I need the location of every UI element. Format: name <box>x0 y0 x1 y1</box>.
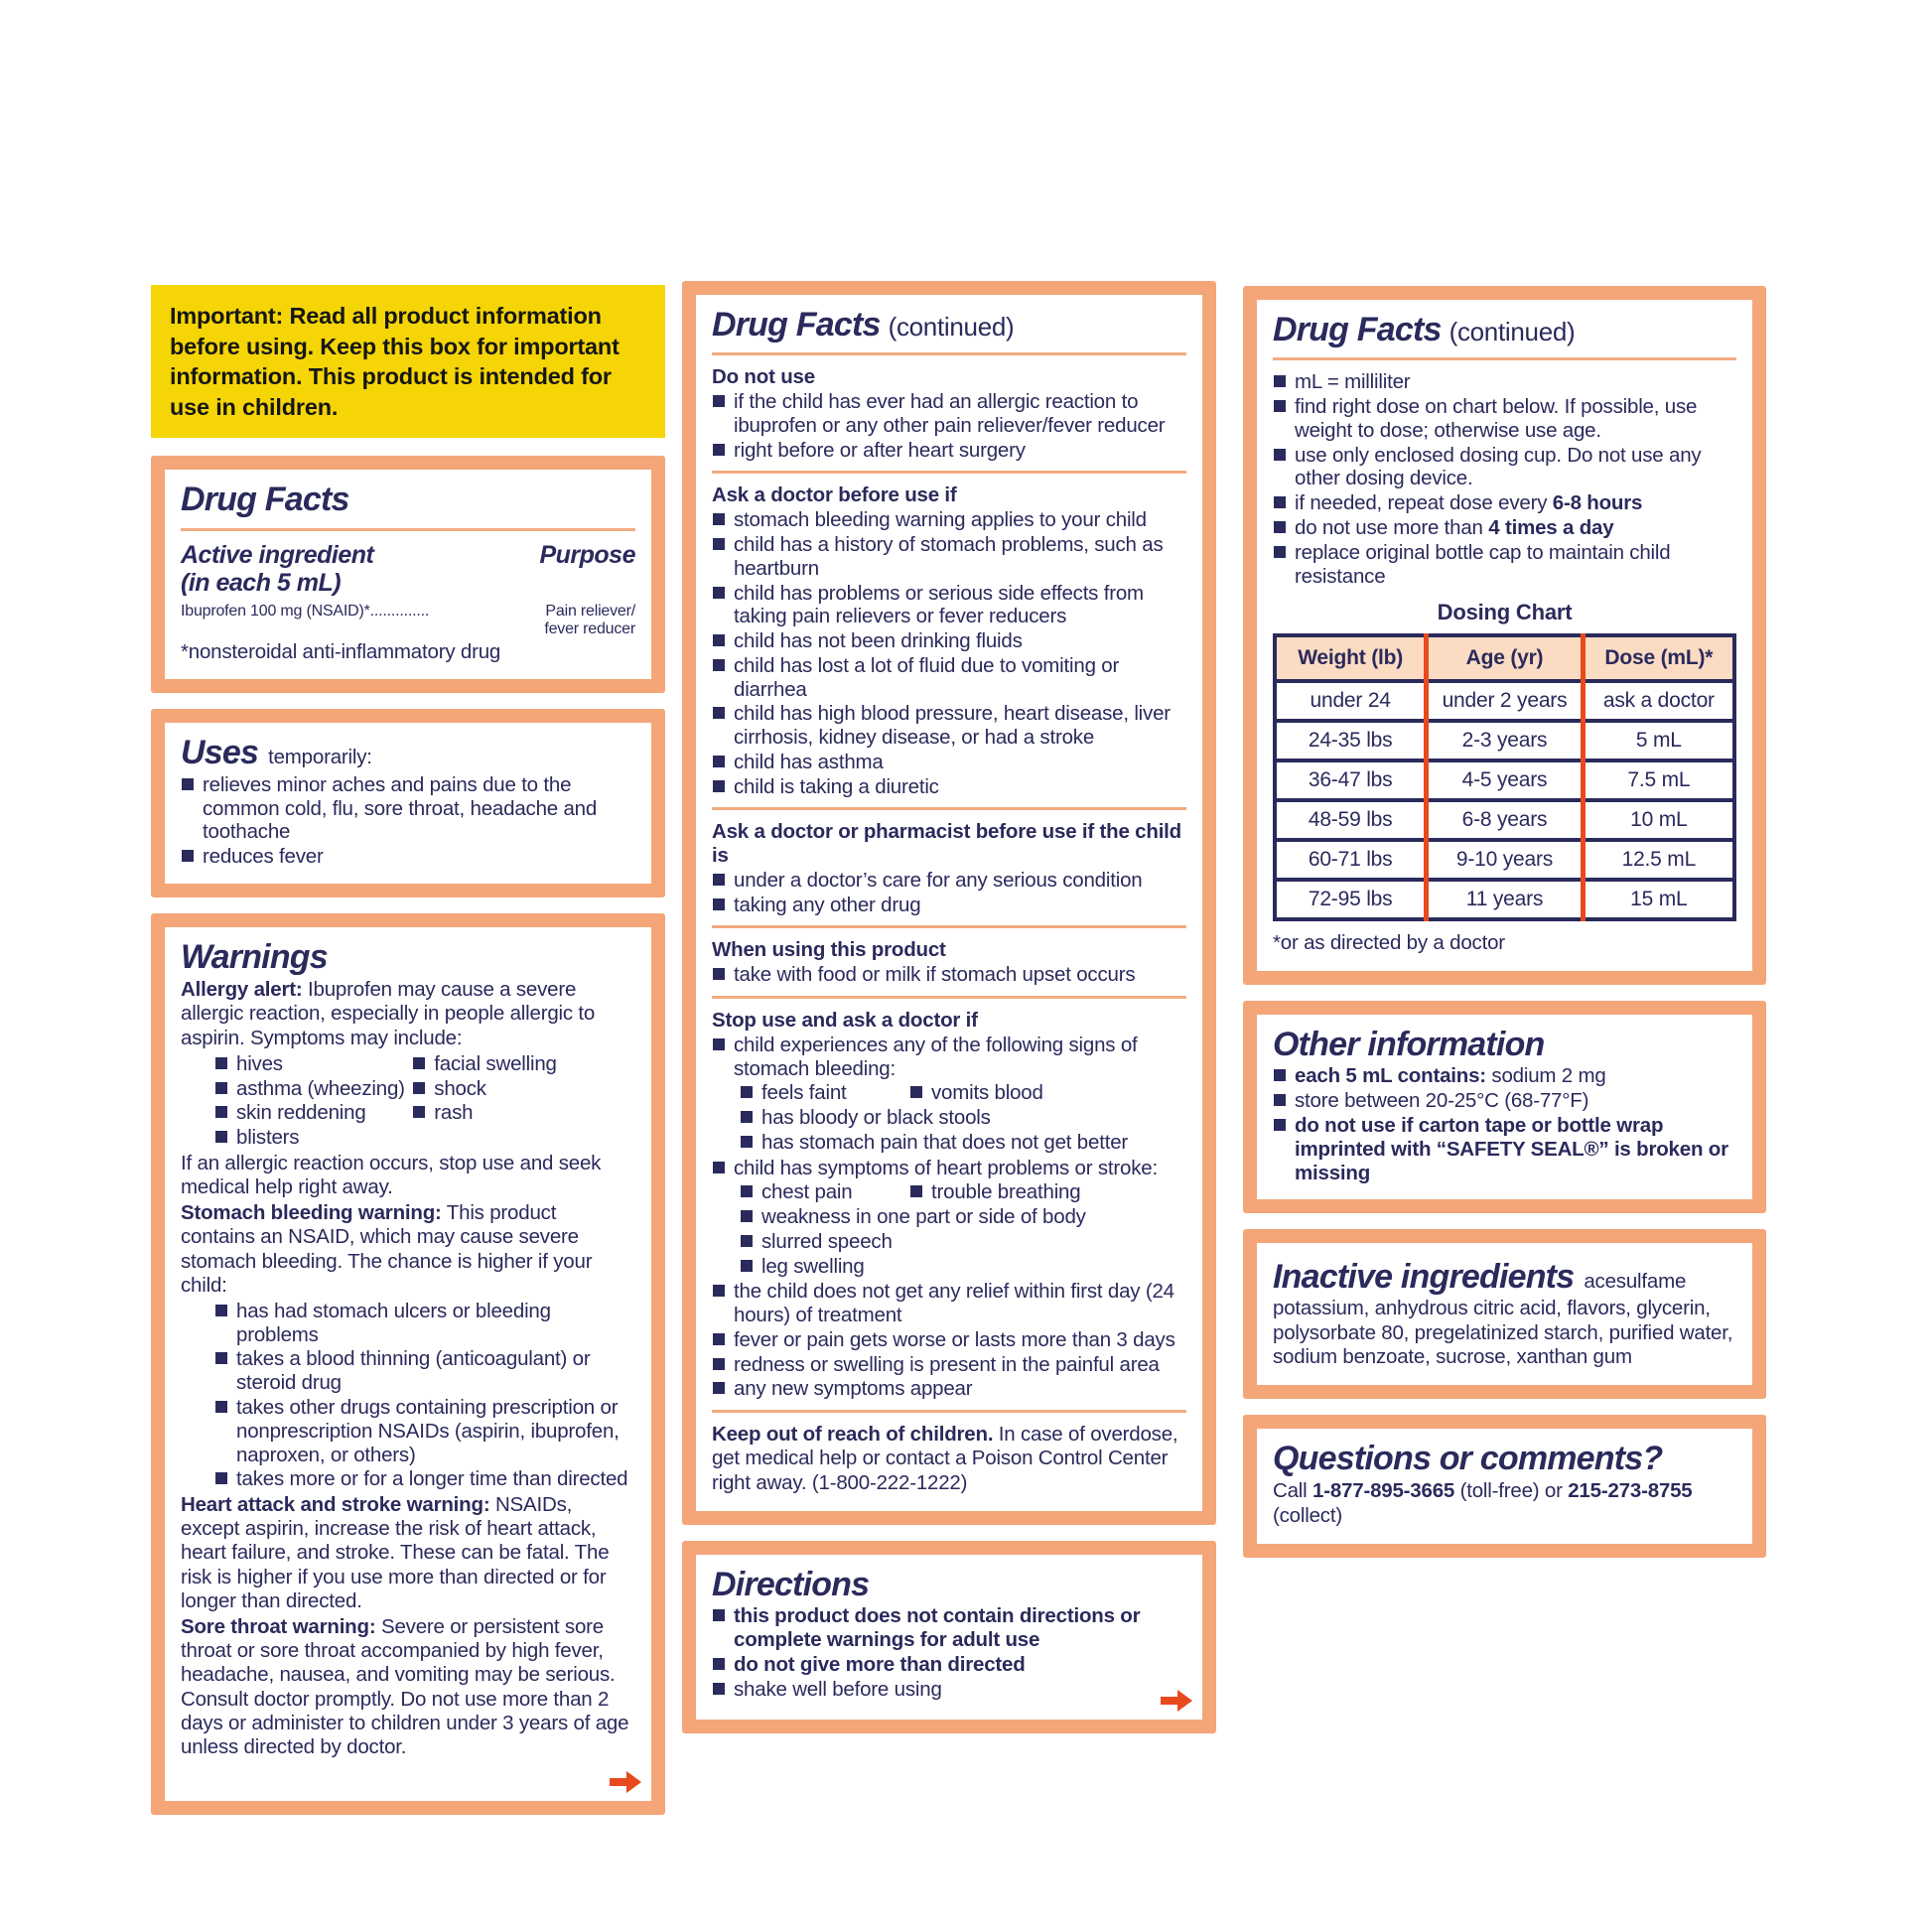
bullet-item: asthma (wheezing) shock <box>214 1077 635 1101</box>
other-information-title: Other information <box>1273 1026 1545 1064</box>
bullet-item: skin reddening rash <box>214 1101 635 1125</box>
stomach-bleeding-list <box>214 1300 635 1491</box>
bullet-item: leg swelling <box>740 1255 1186 1279</box>
directions-list <box>712 1604 1186 1701</box>
stop-use-list <box>712 1034 1186 1401</box>
inactive-ingredients-title: Inactive ingredients <box>1273 1258 1575 1297</box>
active-ingredient-label: Active ingredient <box>181 540 374 569</box>
bullet-square-icon <box>713 659 725 671</box>
weight-cell: under 24 <box>1275 681 1427 721</box>
age-cell: 6-8 years <box>1427 800 1583 840</box>
bullet-square-icon <box>713 1382 725 1394</box>
column-1 <box>151 285 665 1831</box>
active-ingredient-row <box>181 541 635 597</box>
questions-panel <box>1243 1415 1766 1558</box>
weight-cell: 24-35 lbs <box>1275 721 1427 760</box>
table-row <box>1275 681 1734 721</box>
bullet-item: child has not been drinking fluids <box>712 629 1186 653</box>
panel-title-row <box>712 307 1186 344</box>
age-cell: 4-5 years <box>1427 760 1583 800</box>
allergy-alert-text: Allergy alert: Ibuprofen may cause a severe allergic reaction, especially in people allergic to aspirin. Symptoms may include: <box>181 978 596 1049</box>
bullet-item: takes more or for a longer time than directed <box>214 1467 635 1491</box>
bullet-square-icon <box>713 634 725 646</box>
bullet-square-icon <box>713 1162 725 1173</box>
bullet-item: each 5 mL contains: sodium 2 mg <box>1273 1064 1736 1088</box>
bullet-square-icon <box>713 756 725 767</box>
important-notice: Important: Read all product information before using. Keep this box for important information. This product is intended for use in children. <box>151 285 665 438</box>
warnings-title: Warnings <box>181 937 328 976</box>
bullet-square-icon <box>741 1111 753 1123</box>
bullet-square-icon <box>413 1082 425 1094</box>
divider <box>181 528 635 531</box>
bullet-square-icon <box>741 1086 753 1098</box>
purpose-value: Pain reliever/ fever reducer <box>544 602 635 637</box>
bullet-square-icon <box>741 1136 753 1148</box>
bullet-item: relieves minor aches and pains due to the common cold, flu, sore throat, headache and toothache <box>181 773 635 844</box>
purpose-heading: Purpose <box>539 540 635 569</box>
dose-cell: 12.5 mL <box>1583 840 1734 880</box>
bullet-square-icon <box>215 1472 227 1484</box>
inactive-ingredients-text <box>1273 1257 1736 1369</box>
bullet-square-icon <box>713 1683 725 1695</box>
bullet-item: hives facial swelling <box>214 1052 635 1076</box>
heart-attack-warning-text: Heart attack and stroke warning: NSAIDs, except aspirin, increase the risk of heart attack, heart failure, and stroke. These can be fatal. The risk is higher if you use more than directed or for longer than directed. <box>181 1493 610 1612</box>
bullet-square-icon <box>741 1185 753 1197</box>
bullet-square-icon <box>1274 375 1286 387</box>
bullet-square-icon <box>713 395 725 407</box>
bullet-item: redness or swelling is present in the painful area <box>712 1353 1186 1377</box>
bullet-square-icon <box>713 1285 725 1297</box>
bullet-square-icon <box>713 780 725 792</box>
age-column-header: Age (yr) <box>1427 635 1583 681</box>
bullet-item: feels faint vomits blood <box>740 1081 1186 1105</box>
directions-title: Directions <box>712 1565 870 1603</box>
bullet-item: the child does not get any relief within first day (24 hours) of treatment <box>712 1280 1186 1327</box>
uses-panel <box>151 709 665 897</box>
divider <box>1273 357 1736 360</box>
bullet-square-icon <box>713 968 725 980</box>
warnings-panel <box>151 913 665 1815</box>
bullet-item: fever or pain gets worse or lasts more than 3 days <box>712 1328 1186 1352</box>
bullet-item: child has asthma <box>712 751 1186 774</box>
dose-cell: 10 mL <box>1583 800 1734 840</box>
bullet-item: shake well before using <box>712 1678 1186 1702</box>
uses-intro: temporarily: <box>268 746 372 769</box>
bullet-square-icon <box>413 1106 425 1118</box>
allergy-followup-text: If an allergic reaction occurs, stop use and seek medical help right away. <box>181 1151 602 1198</box>
when-using-list <box>712 963 1186 987</box>
bullet-square-icon <box>1274 521 1286 533</box>
drug-facts-panel <box>151 456 665 693</box>
bullet-item: child is taking a diuretic <box>712 775 1186 799</box>
bullet-square-icon <box>413 1057 425 1069</box>
bullet-item: mL = milliliter <box>1273 370 1736 394</box>
bullet-square-icon <box>713 1038 725 1050</box>
ask-doctor-pharmacist-heading: Ask a doctor or pharmacist before use if the child is <box>712 820 1182 868</box>
bullet-square-icon <box>1274 449 1286 461</box>
bullet-item: store between 20-25°C (68-77°F) <box>1273 1089 1736 1113</box>
bullet-item: chest pain trouble breathing <box>740 1180 1186 1204</box>
continued-label: (continued) <box>1449 317 1576 346</box>
bullet-square-icon <box>182 850 194 862</box>
uses-bullet-list <box>181 773 635 869</box>
dose-cell: ask a doctor <box>1583 681 1734 721</box>
bullet-item: has bloody or black stools <box>740 1106 1186 1130</box>
bullet-item: any new symptoms appear <box>712 1377 1186 1401</box>
drug-facts-continued-panel-1 <box>682 281 1216 1525</box>
table-row <box>1275 721 1734 760</box>
bullet-item: if needed, repeat dose every 6-8 hours <box>1273 491 1736 515</box>
sub-bullet-list <box>740 1081 1186 1154</box>
uses-title: Uses <box>181 734 259 772</box>
bullet-item: taking any other drug <box>712 894 1186 917</box>
weight-cell: 36-47 lbs <box>1275 760 1427 800</box>
table-row <box>1275 880 1734 919</box>
bullet-item: child has problems or serious side effects from taking pain relievers or fever reducers <box>712 582 1186 629</box>
table-row <box>1275 800 1734 840</box>
bullet-item: child has high blood pressure, heart disease, liver cirrhosis, kidney disease, or had a stroke <box>712 702 1186 750</box>
leader-dots: .............. <box>369 602 430 620</box>
bullet-item: has had stomach ulcers or bleeding problems <box>214 1300 635 1347</box>
dosing-chart-title: Dosing Chart <box>1437 600 1573 625</box>
dose-cell: 15 mL <box>1583 880 1734 919</box>
bullet-square-icon <box>1274 546 1286 558</box>
ingredient-row <box>181 603 635 638</box>
bullet-square-icon <box>215 1352 227 1364</box>
dosing-chart-footnote: *or as directed by a doctor <box>1273 931 1505 955</box>
bullet-square-icon <box>215 1082 227 1094</box>
continue-arrow-icon <box>1161 1690 1192 1712</box>
bullet-square-icon <box>741 1260 753 1272</box>
bullet-item: right before or after heart surgery <box>712 439 1186 463</box>
table-header-row <box>1275 635 1734 681</box>
bullet-square-icon <box>713 444 725 456</box>
bullet-square-icon <box>1274 496 1286 508</box>
ask-doctor-pharmacist-list <box>712 869 1186 917</box>
bullet-item: has stomach pain that does not get better <box>740 1131 1186 1155</box>
table-row <box>1275 840 1734 880</box>
do-not-use-heading: Do not use <box>712 365 815 389</box>
divider <box>712 1410 1186 1413</box>
bullet-square-icon <box>713 1358 725 1370</box>
questions-title: Questions or comments? <box>1273 1439 1663 1477</box>
continued-label: (continued) <box>888 312 1015 342</box>
weight-column-header: Weight (lb) <box>1275 635 1427 681</box>
dosing-info-list <box>1273 370 1736 588</box>
allergy-symptom-list <box>214 1052 635 1150</box>
bullet-item: replace original bottle cap to maintain child resistance <box>1273 541 1736 589</box>
bullet-item: child experiences any of the following signs of stomach bleeding: feels faint vomits blood has bloody or black stools has stomach pain that does not get better <box>712 1034 1186 1156</box>
divider <box>712 925 1186 928</box>
other-information-list <box>1273 1064 1736 1184</box>
inactive-ingredients-value: acesulfame potassium, anhydrous citric acid, flavors, glycerin, polysorbate 80, pregelatinized starch, purified water, sodium benzoate, sucrose, xanthan gum <box>1273 1270 1733 1368</box>
bullet-item: do not give more than directed <box>712 1653 1186 1677</box>
bullet-item: takes a blood thinning (anticoagulant) or steroid drug <box>214 1347 635 1395</box>
column-2 <box>682 281 1216 1749</box>
table-row <box>1275 760 1734 800</box>
bullet-item: use only enclosed dosing cup. Do not use any other dosing device. <box>1273 444 1736 491</box>
bullet-item: stomach bleeding warning applies to your child <box>712 508 1186 532</box>
when-using-heading: When using this product <box>712 938 946 962</box>
directions-panel <box>682 1541 1216 1733</box>
ask-doctor-heading: Ask a doctor before use if <box>712 483 957 507</box>
dosing-chart-table <box>1273 633 1736 921</box>
bullet-square-icon <box>713 538 725 550</box>
ingredient-name: Ibuprofen 100 mg (NSAID)*.............. <box>181 602 430 620</box>
nsaid-footnote: *nonsteroidal anti-inflammatory drug <box>181 639 501 663</box>
bullet-item: child has lost a lot of fluid due to vomiting or diarrhea <box>712 654 1186 702</box>
drug-facts-title: Drug Facts <box>712 306 881 344</box>
questions-text: Call 1-877-895-3665 (toll-free) or 215-273-8755 (collect) <box>1273 1479 1693 1527</box>
keep-out-of-reach-text: Keep out of reach of children. In case of overdose, get medical help or contact a Poison Control Center right away. (1-800-222-1222) <box>712 1423 1178 1494</box>
bullet-item: take with food or milk if stomach upset occurs <box>712 963 1186 987</box>
divider <box>712 352 1186 355</box>
age-cell: 11 years <box>1427 880 1583 919</box>
bullet-item: slurred speech <box>740 1230 1186 1254</box>
bullet-square-icon <box>910 1185 922 1197</box>
drug-facts-continued-panel-2 <box>1243 286 1766 985</box>
bullet-item: reduces fever <box>181 845 635 869</box>
bullet-square-icon <box>741 1235 753 1247</box>
sore-throat-warning-text: Sore throat warning: Severe or persistent sore throat or sore throat accompanied by high fever, headache, nausea, and vomiting may be serious. Consult doctor promptly. Do not use more than 2 days or administer to children under 3 years of age unless directed by doctor. <box>181 1615 629 1758</box>
dose-cell: 7.5 mL <box>1583 760 1734 800</box>
bullet-square-icon <box>182 778 194 790</box>
bullet-square-icon <box>713 898 725 910</box>
bullet-square-icon <box>713 1658 725 1670</box>
weight-cell: 72-95 lbs <box>1275 880 1427 919</box>
dose-column-header: Dose (mL)* <box>1583 635 1734 681</box>
bullet-item: do not use if carton tape or bottle wrap imprinted with “SAFETY SEAL®” is broken or missing <box>1273 1114 1736 1184</box>
drug-facts-title: Drug Facts <box>181 481 349 519</box>
bullet-item: blisters <box>214 1126 635 1150</box>
bullet-item: weakness in one part or side of body <box>740 1205 1186 1229</box>
bullet-item: do not use more than 4 times a day <box>1273 516 1736 540</box>
active-ingredient-heading <box>181 541 373 597</box>
bullet-square-icon <box>215 1305 227 1316</box>
column-3 <box>1243 286 1766 1574</box>
bullet-square-icon <box>713 707 725 719</box>
bullet-item: under a doctor’s care for any serious condition <box>712 869 1186 893</box>
bullet-square-icon <box>1274 1119 1286 1131</box>
stomach-bleeding-warning-text: Stomach bleeding warning: This product contains an NSAID, which may cause severe stomach bleeding. The chance is higher if your child: <box>181 1201 593 1297</box>
divider <box>712 996 1186 999</box>
divider <box>712 471 1186 474</box>
age-cell: 9-10 years <box>1427 840 1583 880</box>
bullet-square-icon <box>713 1333 725 1345</box>
stop-use-heading: Stop use and ask a doctor if <box>712 1009 978 1032</box>
bullet-item: find right dose on chart below. If possible, use weight to dose; otherwise use age. <box>1273 395 1736 443</box>
continue-arrow-icon <box>610 1771 641 1793</box>
panel-title-row <box>1273 312 1736 348</box>
inactive-ingredients-panel <box>1243 1229 1766 1399</box>
bullet-item: takes other drugs containing prescription or nonprescription NSAIDs (aspirin, ibuprofen, naproxen, or others) <box>214 1396 635 1466</box>
bullet-square-icon <box>215 1057 227 1069</box>
bullet-square-icon <box>713 874 725 886</box>
bullet-square-icon <box>713 587 725 599</box>
age-cell: under 2 years <box>1427 681 1583 721</box>
do-not-use-list <box>712 390 1186 462</box>
ask-doctor-list <box>712 508 1186 798</box>
other-information-panel <box>1243 1001 1766 1213</box>
active-ingredient-unit: (in each 5 mL) <box>181 568 342 597</box>
weight-cell: 48-59 lbs <box>1275 800 1427 840</box>
bullet-square-icon <box>713 513 725 525</box>
weight-cell: 60-71 lbs <box>1275 840 1427 880</box>
bullet-square-icon <box>910 1086 922 1098</box>
bullet-square-icon <box>1274 400 1286 412</box>
divider <box>712 807 1186 810</box>
bullet-item: this product does not contain directions or complete warnings for adult use <box>712 1604 1186 1652</box>
bullet-square-icon <box>215 1131 227 1143</box>
dose-cell: 5 mL <box>1583 721 1734 760</box>
bullet-square-icon <box>1274 1069 1286 1081</box>
bullet-item: child has symptoms of heart problems or stroke: chest pain trouble breathing weakness in one part or side of body slurred speech leg swelling <box>712 1157 1186 1280</box>
age-cell: 2-3 years <box>1427 721 1583 760</box>
bullet-item: child has a history of stomach problems, such as heartburn <box>712 533 1186 581</box>
bullet-item: if the child has ever had an allergic reaction to ibuprofen or any other pain reliever/fever reducer <box>712 390 1186 438</box>
bullet-square-icon <box>713 1609 725 1621</box>
sub-bullet-list <box>740 1180 1186 1278</box>
drug-facts-title: Drug Facts <box>1273 311 1442 348</box>
bullet-square-icon <box>215 1106 227 1118</box>
bullet-square-icon <box>1274 1094 1286 1106</box>
bullet-square-icon <box>215 1401 227 1413</box>
bullet-square-icon <box>741 1210 753 1222</box>
